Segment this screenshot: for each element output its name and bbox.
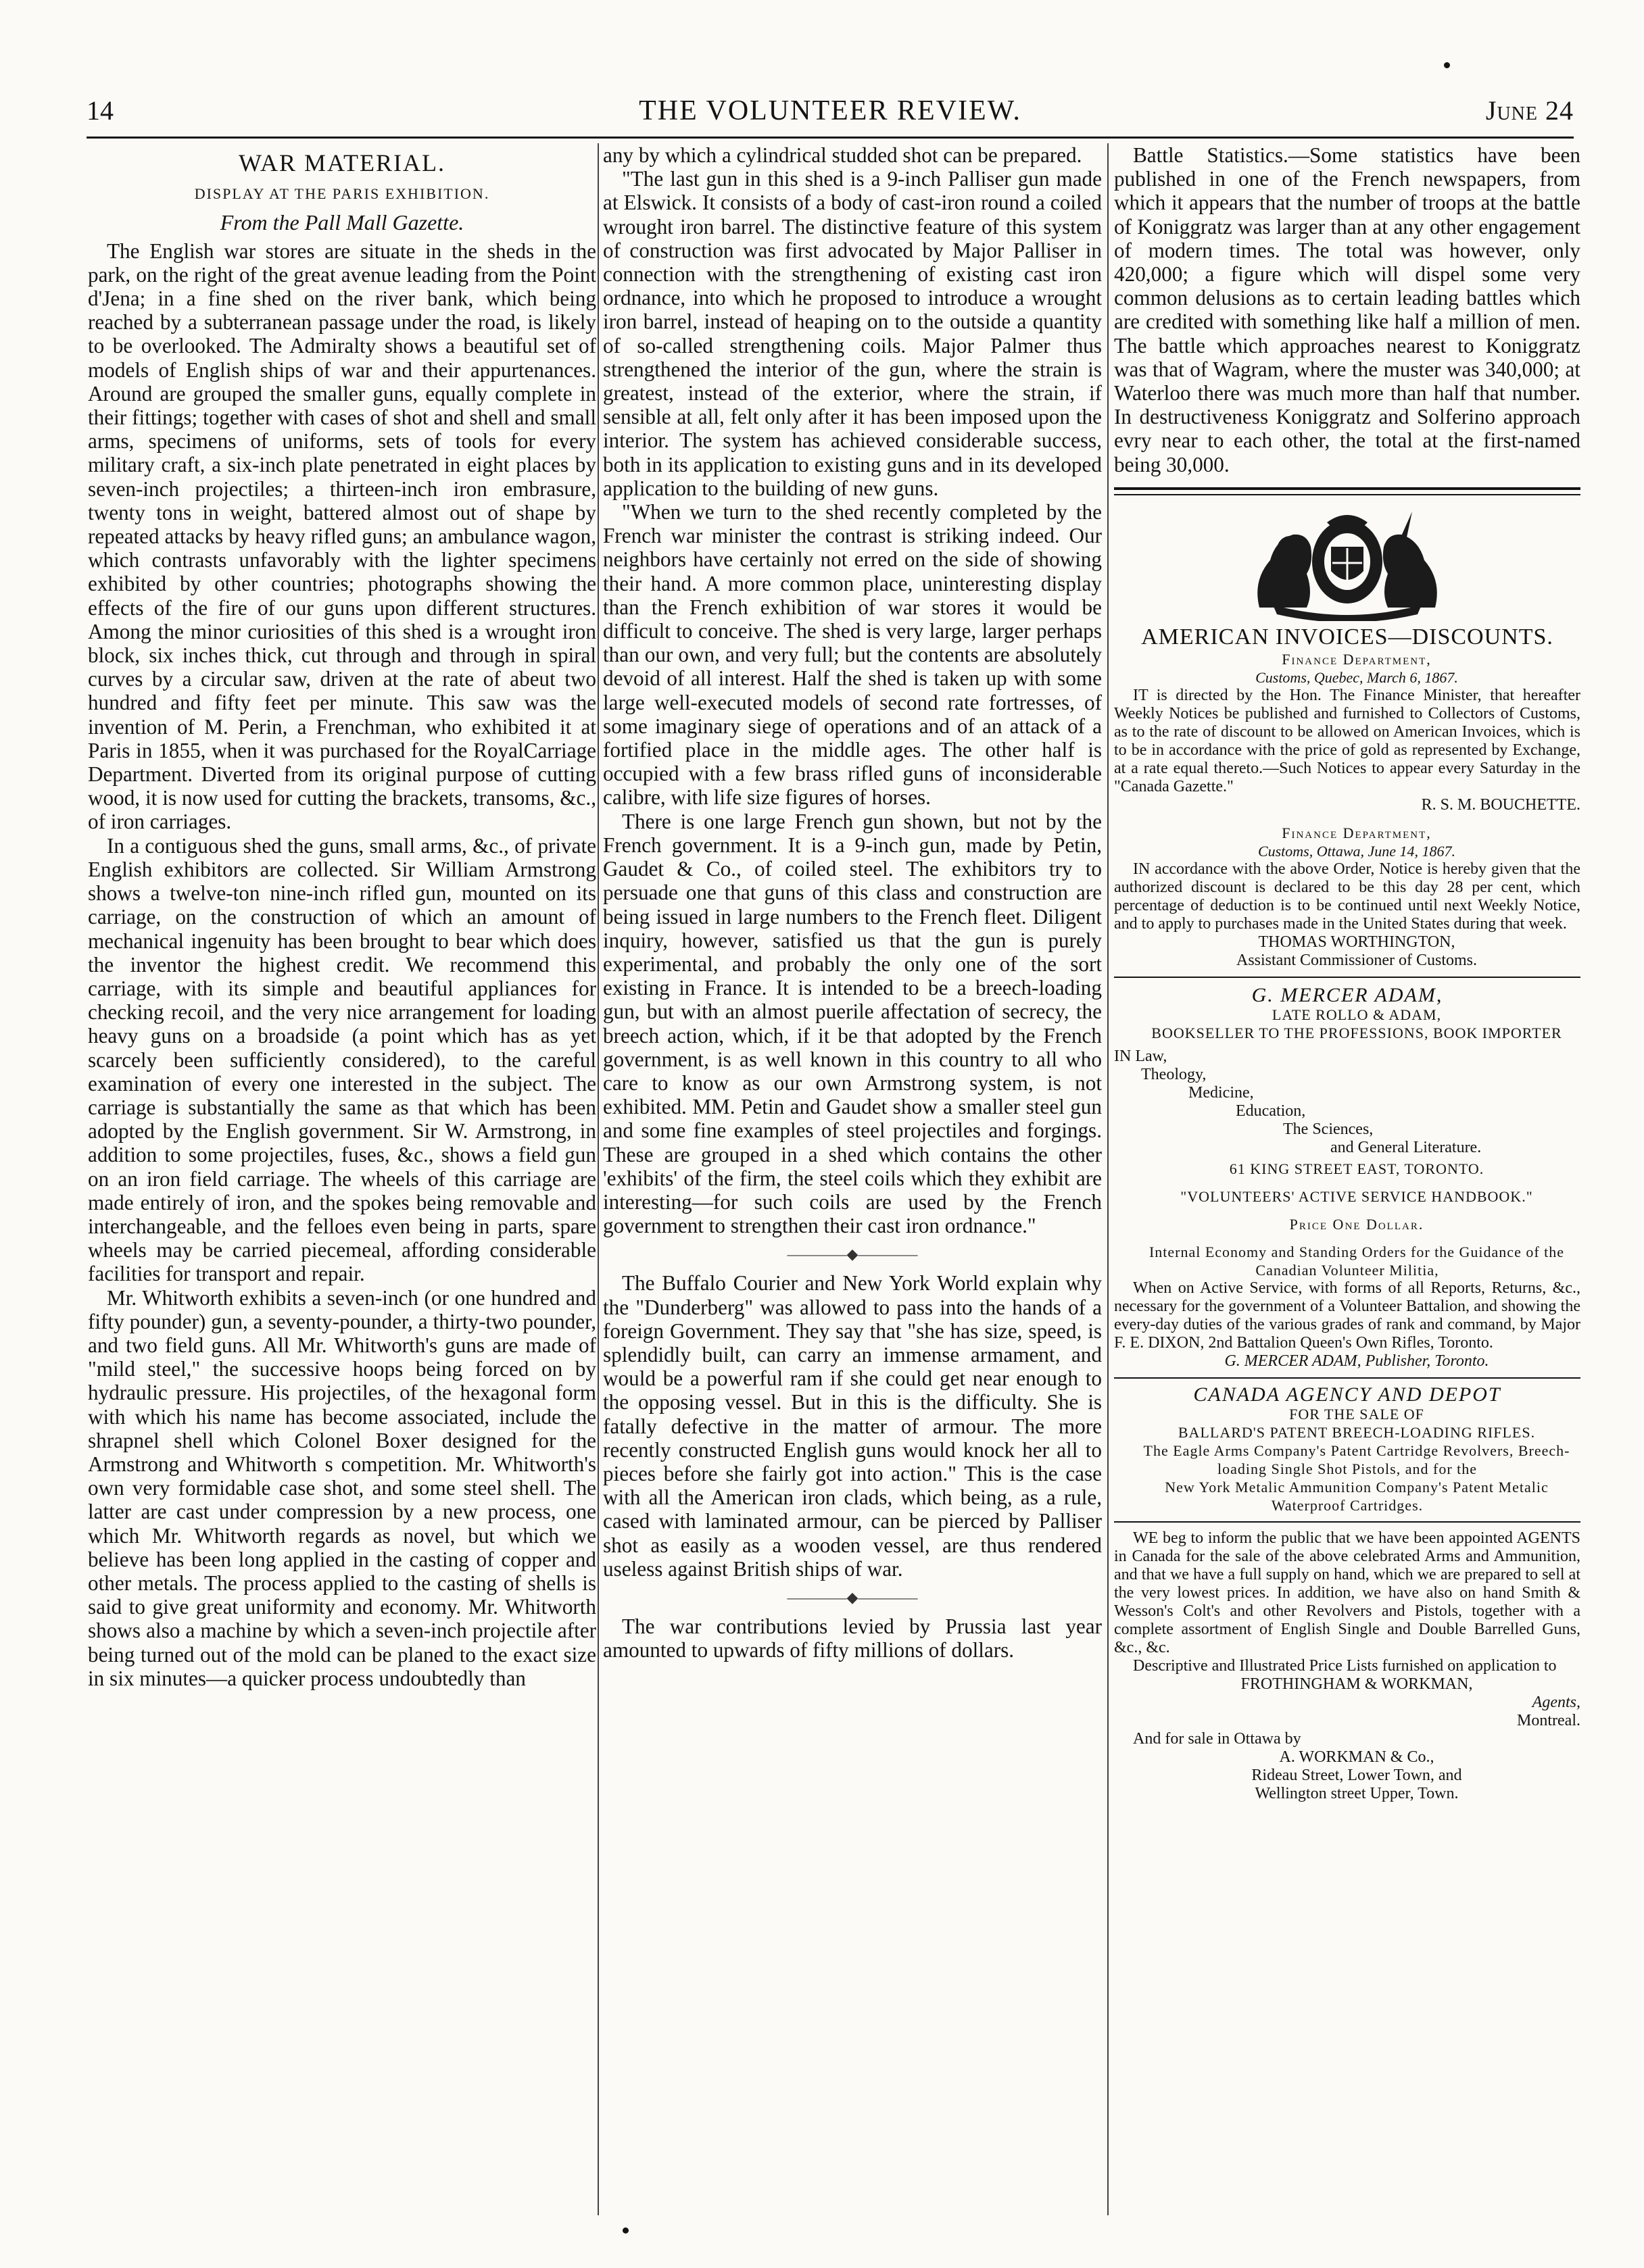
article-title: WAR MATERIAL. <box>239 149 445 176</box>
royal-arms-crest-icon <box>1205 506 1489 621</box>
article-kicker: DISPLAY AT THE PARIS EXHIBITION. <box>194 185 490 203</box>
ad-body: And for sale in Ottawa by <box>1133 1729 1301 1748</box>
ad-price: Price One Dollar. <box>1289 1215 1424 1233</box>
ad-rule <box>1114 977 1580 978</box>
ad-title: AMERICAN INVOICES—DISCOUNTS. <box>1141 624 1553 649</box>
ad-title: G. MERCER ADAM, <box>1251 983 1443 1006</box>
adam-ad <box>1114 983 1580 1371</box>
ad-signature: R. S. M. BOUCHETTE. <box>1421 795 1580 814</box>
subject-item: and General Literature. <box>1330 1138 1482 1156</box>
ad-address: Rideau Street, Lower Town, and <box>1251 1766 1462 1784</box>
ad-publisher: G. MERCER ADAM, Publisher, Toronto. <box>1224 1352 1489 1370</box>
ad-line: The Eagle Arms Company's Patent Cartridge Revolvers, Breech-loading Single Shot Pistols, and for the <box>1143 1441 1570 1477</box>
column-rule <box>598 143 599 2215</box>
ad-address: Wellington street Upper, Town. <box>1255 1784 1459 1802</box>
ad-subtitle: FOR THE SALE OF <box>1289 1405 1424 1423</box>
article-paragraph: Mr. Whitworth exhibits a seven-inch (or one hundred and fifty pounder) gun, a seventy-pounder, a thirty-two pounder, and two field guns. All Mr. Whitworth's guns are made of "mild steel," the successive hoops being forced on by hydraulic pressure. His projectiles, of the hexagonal form with which his name has become associated, include the shrapnel shell which Colonel Boxer designed for the Armstrong and Whitworth s competition. Mr. Whitworth's own very formidable case shot, and some steel shell. The latter are cast under compression by a new process, one which Mr. Whitworth regards as novel, but which we believe has been long applied in the casting of copper and other metals. The process applied to the casting of shells is said to give great uniformity and economy. Mr. Whitworth shows also a machine by which a seven-inch projectile after being turned out of the mold can be planed to the exact size in six minutes—a quicker process undoubtedly than <box>88 1285 596 1690</box>
section-double-rule <box>1114 487 1580 495</box>
article-paragraph: In a contiguous shed the guns, small arms, &c., of private English exhibitors are collected. Sir William Armstrong shows a twelve-ton nine-inch rifled gun, mounted on its carriage, on the construction of which an amount of mechanical ingenuity has been brought to bear which does the inventor the highest credit. We recommend this carriage, with its simple and beautiful appliances for checking recoil, and the very nice arrangement for loading heavy guns on a broadside (a point which has as yet scarcely been sufficiently considered), to the careful examination of every one interested in the subject. The carriage is substantially the same as that which has been adopted by the English government. Sir W. Armstrong, in addition to some projectiles, fuses, &c., shows a field gun on an iron field carriage. The wheels of this carriage are made entirely of iron, and the spokes being removable and interchangeable, and the felloes even being in parts, spare wheels may be carried piecemeal, affording considerable facilities for transport and repair. <box>88 833 596 1286</box>
ad-signature: THOMAS WORTHINGTON, <box>1258 933 1455 951</box>
article-paragraph: The English war stores are situate in the sheds in the park, on the right of the great avenue leading from the Point d'Jena; in a fine shed on the river bank, which being reached by a subterranean passage under the road, is likely to be overlooked. The Admiralty shows a beautiful set of models of English ships of war and their appurtenances. Around are grouped the smaller guns, equally complete in their fittings; together with cases of shot and shell and small arms, specimens of uniforms, sets of tools for every military craft, a six-inch plate penetrated in eight places by seven-inch projectiles; a thirteen-inch iron embrasure, twenty tons in weight, battered almost out of shape by repeated attacks by heavy rifled guns; an ambulance wagon, which contrasts unfavorably with the lighter specimens exhibited by other countries; photographs showing the effects of the fire of our guns upon different structures. Among the minor curiosities of this shed is a wrought iron block, six inches thick, cut through and through in spiral curves by a circular saw, driven at the rate of abeut two hundred and fifty feet per minute. This saw was the invention of M. Perin, a Frenchman, who exhibited it at Paris in 1855, when it was purchased for the RoyalCarriage Department. Diverted from its original purpose of cutting wood, it is now used for cutting the brackets, transoms, &c., of iron carriages. <box>88 239 596 834</box>
article-source: From the Pall Mall Gazette. <box>220 210 464 235</box>
ad-signature-title: Assistant Commissioner of Customs. <box>1236 951 1478 969</box>
ad-department: Finance Department, <box>1282 650 1432 668</box>
page-header <box>87 95 1574 128</box>
ad-line: New York Metalic Ammunition Company's Patent Metalic Waterproof Cartridges. <box>1165 1478 1549 1514</box>
column-1 <box>88 143 596 1690</box>
article-paragraph: "The last gun in this shed is a 9-inch Palliser gun made at Elswick. It consists of a body of cast-iron round a coiled wrought iron barrel. The distinctive feature of this system of construction was first advocated by Major Palliser in connection with the strengthening of existing cast iron ordnance, into which he proposed to introduce a wrought iron barrel, instead of heaping on to the outside a quantity of so-called strengthening coils. Major Palmer thus strengthened the interior of the gun, where the strain is greatest, instead of the exterior, where the strain, if sensible at all, felt only after it has been imposed upon the interior. The system has achieved considerable success, both in its application to existing guns and in its developed application to the building of new guns. <box>603 167 1102 500</box>
ad-body: Descriptive and Illustrated Price Lists furnished on application to <box>1133 1656 1557 1675</box>
ad-title: CANADA AGENCY AND DEPOT <box>1193 1383 1501 1406</box>
dunderberg-paragraph: The Buffalo Courier and New York World explain why the "Dunderberg" was allowed to pass into the hands of a foreign Government. They say that "she has size, speed, is splendidly built, can carry an immense armament, and would be a powerful ram if she could get near enough to the opposing vessel. But in this is the difficulty. She is fatally defective in the matter of armour. The more recently constructed English guns would knock her all to pieces before she fairly got into action." This is the case with all the American iron clads, which being, as a rule, cased with laminated armour, can be pierced by Palliser shot as easily as a wooden vessel, are thus rendered useless against British ships of war. <box>603 1271 1102 1581</box>
ad-body: IT is directed by the Hon. The Finance Minister, that hereafter Weekly Notices be published and furnished to Collectors of Customs, as to the rate of discount to be allowed on American Invoices, which is to be in accordance with the price of gold as represented by Exchange, at a rate equal thereto.—Such Notices to appear every Saturday in the "Canada Gazette." <box>1114 686 1580 795</box>
prussia-paragraph: The war contributions levied by Prussia last year amounted to upwards of fifty millions of dollars. <box>603 1614 1102 1662</box>
column-3 <box>1114 143 1580 1803</box>
invoices-ad <box>1114 624 1580 970</box>
ad-department: Finance Department, <box>1282 824 1432 841</box>
print-speck <box>623 2227 629 2234</box>
article-paragraph: any by which a cylindrical studded shot can be prepared. <box>603 143 1082 167</box>
subject-item: The Sciences, <box>1283 1120 1374 1138</box>
ad-handbook: "VOLUNTEERS' ACTIVE SERVICE HANDBOOK." <box>1180 1187 1533 1205</box>
column-2 <box>603 143 1102 1662</box>
ad-place-date: Customs, Ottawa, June 14, 1867. <box>1257 842 1456 860</box>
ad-dealer: A. WORKMAN & Co., <box>1279 1748 1434 1766</box>
subject-item: Theology, <box>1141 1065 1207 1083</box>
ad-address: 61 KING STREET EAST, TORONTO. <box>1229 1160 1484 1177</box>
section-separator: ————◆———— <box>787 1246 918 1263</box>
section-separator: ————◆———— <box>787 1588 918 1606</box>
subject-list <box>1114 1047 1580 1157</box>
ad-agents: Agents, <box>1532 1693 1580 1711</box>
subject-item: IN Law, <box>1114 1047 1167 1065</box>
canada-agency-ad <box>1114 1385 1580 1803</box>
issue-date: June 24 <box>1485 95 1574 126</box>
page-number: 14 <box>87 95 114 126</box>
ad-subtitle: BALLARD'S PATENT BREECH-LOADING RIFLES. <box>1178 1423 1536 1441</box>
ad-rule <box>1114 1377 1580 1379</box>
print-speck <box>1444 62 1450 68</box>
ad-body: When on Active Service, with forms of all Reports, Returns, &c., necessary for the government of a Volunteer Battalion, and showing the every-day duties of the various grades of rank and command, by Major F. E. DIXON, 2nd Battalion Queen's Own Rifles, Toronto. <box>1114 1279 1580 1352</box>
ad-city: Montreal. <box>1517 1711 1580 1729</box>
subject-item: Education, <box>1236 1102 1306 1120</box>
subject-item: Medicine, <box>1188 1083 1254 1102</box>
ad-subtitle: LATE ROLLO & ADAM, <box>1272 1006 1442 1023</box>
ad-body: Internal Economy and Standing Orders for the Guidance of the Canadian Volunteer Militia, <box>1149 1243 1565 1279</box>
article-paragraph: "When we turn to the shed recently completed by the French war minister the contrast is striking indeed. Our neighbors have certainly not erred on the side of showing their hand. A more common place, uninteresting display than the French exhibition of war stores it would be difficult to conceive. The shed is very large, larger perhaps than our own, and very full; but the contents are absolutely devoid of all interest. Half the shed is taken up with some large well-executed models of second rate fortresses, of some imaginary siege of operations and of an attack of a fortified place in the middle ages. The other half is occupied with a few brass rifled guns of inconsiderable calibre, with life size figures of horses. <box>603 500 1102 810</box>
ad-place-date: Customs, Quebec, March 6, 1867. <box>1255 668 1458 686</box>
ad-body: IN accordance with the above Order, Notice is hereby given that the authorized discount is declared to be this day 28 per cent, which percentage of deduction is to be continued until next Weekly Notice, and to apply to purchases made in the United States during that week. <box>1114 860 1580 933</box>
running-title: THE VOLUNTEER REVIEW. <box>639 95 1021 126</box>
ad-body: WE beg to inform the public that we have been appointed AGENTS in Canada for the sale of the above celebrated Arms and Ammunition, and that we have a full supply on hand, which we are prepared to sell at the very lowest prices. In addition, we have also on hand Smith & Wesson's Colt's and other Revolvers and Pistols, together with a complete assortment of English Single and Double Barrelled Guns, &c., &c. <box>1114 1529 1580 1656</box>
ad-rule <box>1114 1521 1580 1523</box>
header-rule <box>87 137 1574 139</box>
ad-subtitle: BOOKSELLER TO THE PROFESSIONS, BOOK IMPORTER <box>1151 1024 1562 1041</box>
ad-firm: FROTHINGHAM & WORKMAN, <box>1240 1675 1473 1693</box>
battle-statistics-paragraph: Battle Statistics.—Some statistics have been published in one of the French newspapers, from which it appears that the number of troops at the battle of Koniggratz was larger than at any other engagement of modern times. The total was however, only 420,000; a figure which will dispel some very common delusions as to certain leading battles which are credited with something like half a million of men. The battle which approaches nearest to Koniggratz was that of Wagram, where the muster was 340,000; at Waterloo there was much more than half that number. In destructiveness Koniggratz and Solferino approach evry near to each other, the total at the first-named being 30,000. <box>1114 143 1580 476</box>
article-paragraph: There is one large French gun shown, but not by the French government. It is a 9-inch gun, made by Petin, Gaudet & Co., of coiled steel. The exhibitors try to persuade one that guns of this class and construction are being issued in large numbers to the French fleet. Diligent inquiry, however, satisfied us that the gun is purely experimental, and probably the only one of the sort existing in France. It is intended to be a breech-loading gun, but with an almost puerile affectation of secrecy, the breech action, which, if it be that adopted by the French government, is as well known in this country to all who care to know as our own Armstrong system, is not exhibited. MM. Petin and Gaudet show a smaller steel gun and some fine examples of steel projectiles and forgings. These are grouped in a shed which contains the other 'exhibits' of the firm, the steel coils which they exhibit are interesting—for such coils are used by the French government to strengthen their cast iron ordnance." <box>603 809 1102 1238</box>
column-rule <box>1107 143 1109 2215</box>
